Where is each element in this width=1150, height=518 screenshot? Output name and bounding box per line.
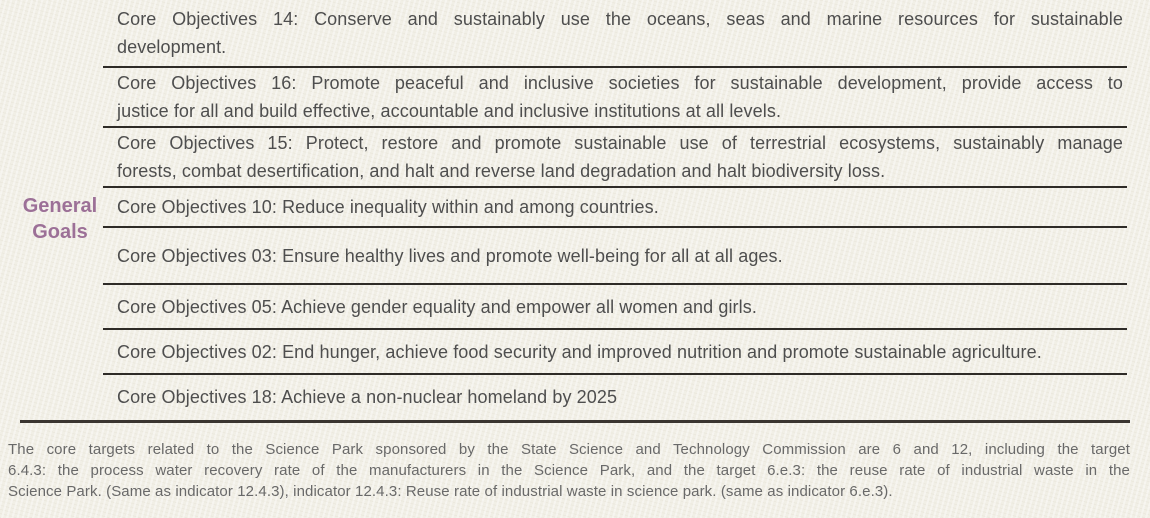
- table-bottom-rule: [20, 420, 1130, 423]
- goal-row-line: justice for all and build effective, accountable and inclusive institutions at all levels.: [117, 101, 782, 121]
- goal-row-02: [103, 330, 1127, 375]
- footnote: [8, 439, 1130, 502]
- goal-row-line: development.: [117, 37, 227, 57]
- general-goals-label: General Goals: [22, 195, 98, 243]
- goal-row-line: Core Objectives 15: Protect, restore and promote sustainable use of terrestrial ecosystems, sustainably manage: [117, 133, 1123, 153]
- goal-row-line: forests, combat desertification, and halt and reverse land degradation and halt biodiversity loss.: [117, 161, 886, 181]
- goal-row-10: [103, 188, 1127, 228]
- goal-row-line: Core Objectives 05: Achieve gender equality and empower all women and girls.: [117, 296, 757, 317]
- goal-row-03: [103, 228, 1127, 285]
- footnote-line: Science Park. (Same as indicator 12.4.3), indicator 12.4.3: Reuse rate of industrial waste in science park. (same as indicator 6.e.3).: [8, 483, 893, 500]
- goal-row-15: [103, 128, 1127, 188]
- goal-row-line: Core Objectives 18: Achieve a non-nuclear homeland by 2025: [117, 387, 618, 407]
- goal-row-16: [103, 68, 1127, 128]
- goal-row-line: Core Objectives 02: End hunger, achieve food security and improved nutrition and promote sustainable agriculture.: [117, 341, 1042, 362]
- goal-row-line: Core Objectives 16: Promote peaceful and inclusive societies for sustainable development, provide access to: [117, 73, 1123, 93]
- goals-table: [103, 0, 1127, 419]
- goal-row-line: Core Objectives 14: Conserve and sustainably use the oceans, seas and marine resources for sustainable: [117, 9, 1123, 29]
- footnote-line: 6.4.3: the process water recovery rate of the manufacturers in the Science Park, and the target 6.e.3: the reuse rate of industrial waste in the: [8, 462, 1130, 479]
- goal-row-line: Core Objectives 03: Ensure healthy lives and promote well-being for all at all ages.: [117, 245, 783, 266]
- goal-row-18: [103, 375, 1127, 419]
- footnote-line: The core targets related to the Science Park sponsored by the State Science and Technology Commission are 6 and 12, including the target: [8, 441, 1130, 458]
- goal-row-05: [103, 285, 1127, 330]
- goal-row-line: Core Objectives 10: Reduce inequality within and among countries.: [117, 197, 659, 217]
- goal-row-14: [103, 0, 1127, 68]
